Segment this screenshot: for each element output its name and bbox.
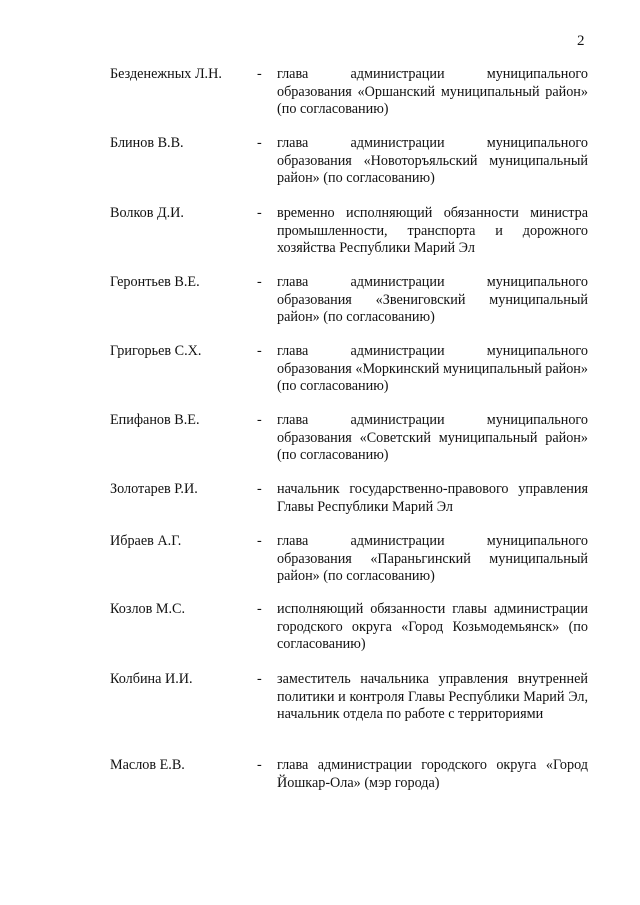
position-description: глава администрации муниципального образования «Моркинский муниципальный район» (по согласованию) [277, 343, 588, 394]
person-name: Блинов В.В. [110, 135, 184, 151]
person-name: Золотарев Р.И. [110, 481, 198, 497]
position-description: глава администрации муниципального образования «Советский муниципальный район» (по согласованию) [277, 412, 588, 463]
person-name: Волков Д.И. [110, 205, 184, 221]
dash-separator: - [257, 533, 262, 549]
person-name: Безденежных Л.Н. [110, 66, 222, 82]
dash-separator: - [257, 412, 262, 428]
person-name: Колбина И.И. [110, 671, 193, 687]
dash-separator: - [257, 343, 262, 359]
dash-separator: - [257, 671, 262, 687]
person-name: Маслов Е.В. [110, 757, 185, 773]
position-description: временно исполняющий обязанности министра промышленности, транспорта и дорожного хозяйства Республики Марий Эл [277, 205, 588, 256]
dash-separator: - [257, 481, 262, 497]
position-description: заместитель начальника управления внутренней политики и контроля Главы Республики Марий Эл, начальник отдела по работе с территориями [277, 671, 588, 722]
position-description: глава администрации муниципального образования «Параньгинский муниципальный район» (по согласованию) [277, 533, 588, 584]
dash-separator: - [257, 757, 262, 773]
person-name: Геронтьев В.Е. [110, 274, 200, 290]
person-name: Козлов М.С. [110, 601, 186, 617]
position-description: исполняющий обязанности главы администрации городского округа «Город Козьмодемьянск» (по согласованию) [277, 601, 588, 652]
person-name: Епифанов В.Е. [110, 412, 200, 428]
position-description: глава администрации муниципального образования «Оршанский муниципальный район» (по согласованию) [277, 66, 588, 117]
dash-separator: - [257, 66, 262, 82]
position-description: глава администрации городского округа «Город Йошкар-Ола» (мэр города) [277, 757, 588, 791]
position-description: начальник государственно-правового управления Главы Республики Марий Эл [277, 481, 588, 515]
person-name: Григорьев С.Х. [110, 343, 202, 359]
dash-separator: - [257, 274, 262, 290]
page-number: 2 [577, 33, 585, 49]
position-description: глава администрации муниципального образования «Новоторъяльский муниципальный район» (по согласованию) [277, 135, 588, 186]
dash-separator: - [257, 135, 262, 151]
dash-separator: - [257, 601, 262, 617]
person-name: Ибраев А.Г. [110, 533, 182, 549]
position-description: глава администрации муниципального образования «Звениговский муниципальный район» (по согласованию) [277, 274, 588, 325]
dash-separator: - [257, 205, 262, 221]
